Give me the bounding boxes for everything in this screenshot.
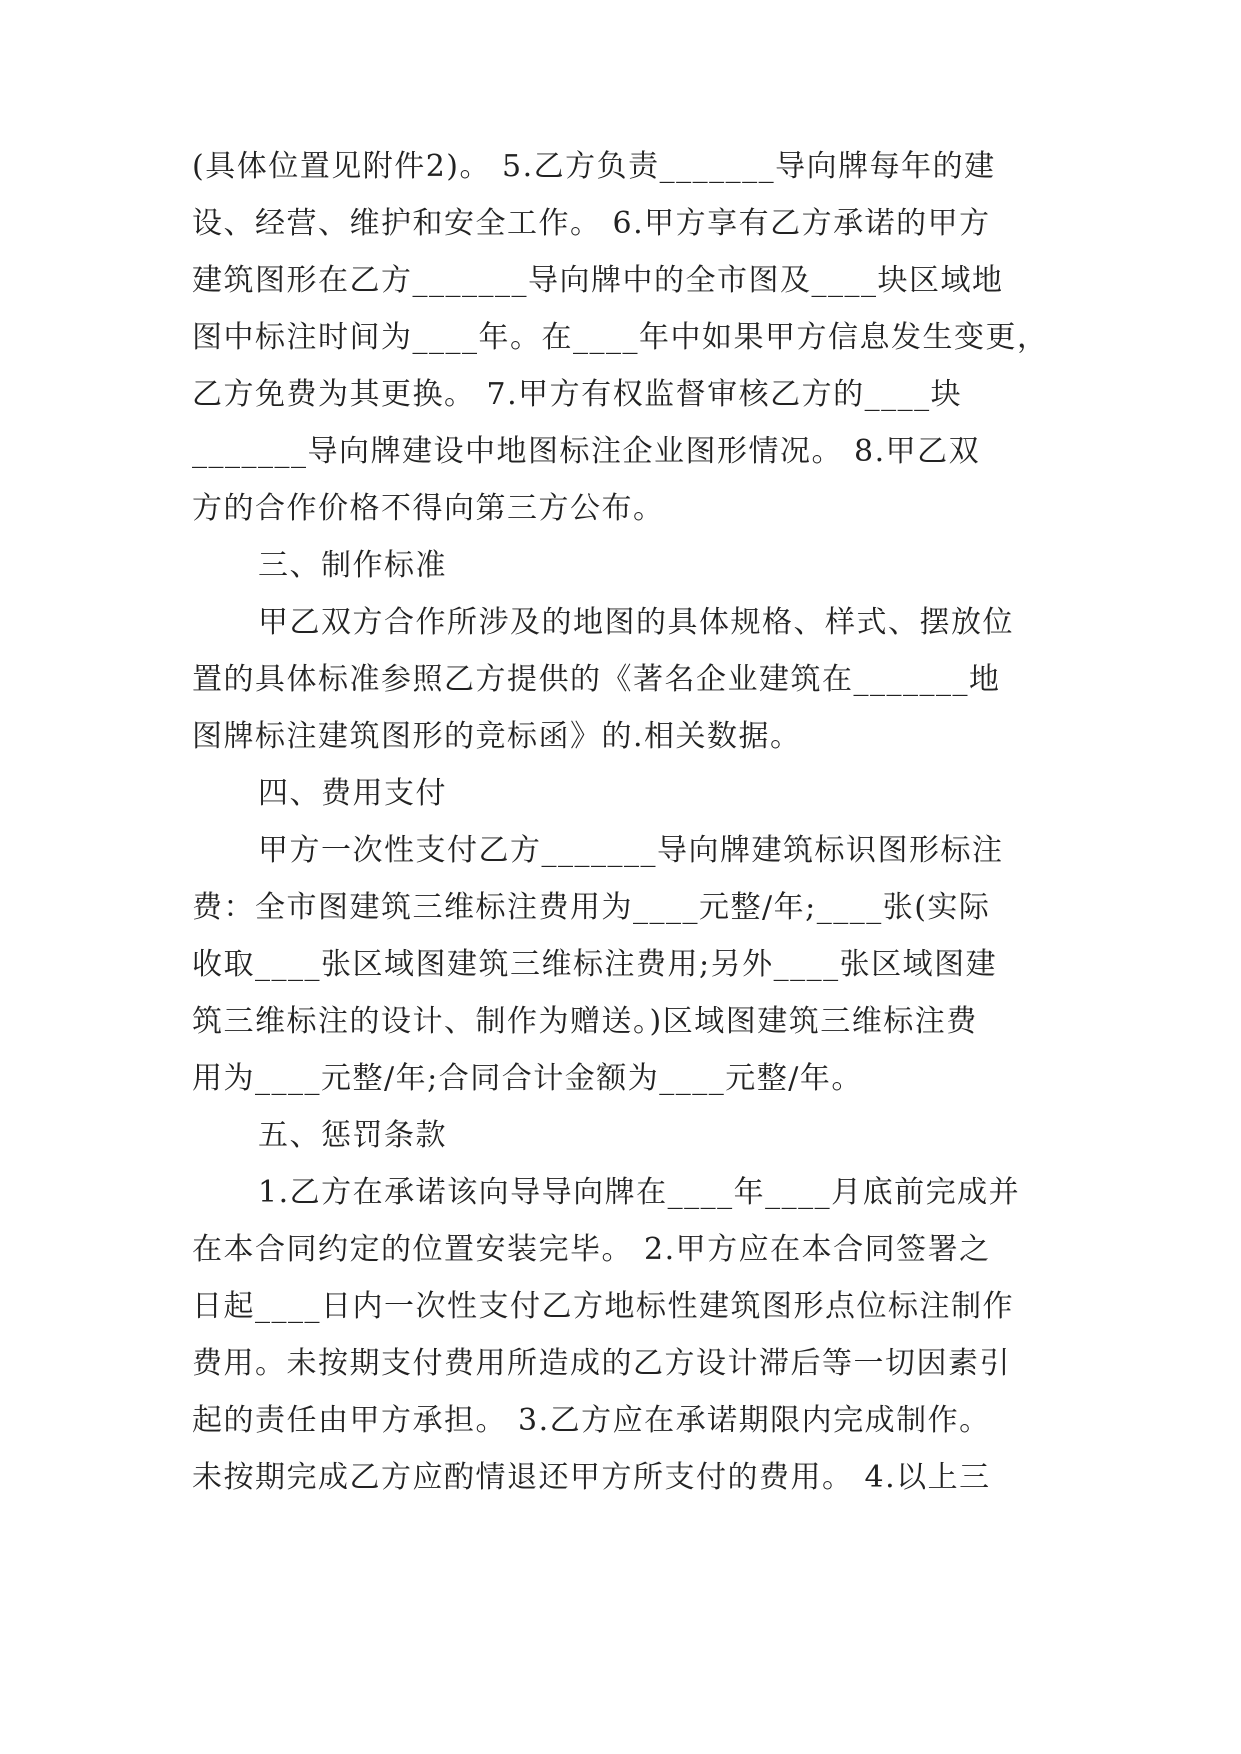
text-line: 费：全市图建筑三维标注费用为____元整/年;____张(实际 (192, 890, 991, 925)
text-line: 收取____张区域图建筑三维标注费用;另外____张区域图建 (192, 947, 998, 982)
text-line: 甲方一次性支付乙方_______导向牌建筑标识图形标注 (258, 833, 1004, 868)
text-line: 未按期完成乙方应酌情退还甲方所支付的费用。 4.以上三 (192, 1460, 991, 1495)
text-line: 建筑图形在乙方_______导向牌中的全市图及____块区域地 (192, 263, 1004, 298)
text-line: 乙方免费为其更换。 7.甲方有权监督审核乙方的____块 (192, 377, 963, 412)
text-line: 置的具体标准参照乙方提供的《著名企业建筑在_______地 (192, 662, 1001, 697)
text-line: 甲乙双方合作所涉及的地图的具体规格、样式、摆放位 (258, 605, 1014, 640)
text-line: 1.乙方在承诺该向导导向牌在____年____月底前完成并 (258, 1175, 1021, 1210)
section-heading: 五、惩罚条款 (258, 1118, 447, 1153)
text-line: (具体位置见附件2)。 5.乙方负责_______导向牌每年的建 (192, 149, 996, 184)
text-line: 起的责任由甲方承担。 3.乙方应在承诺期限内完成制作。 (192, 1403, 991, 1438)
text-line: 日起____日内一次性支付乙方地标性建筑图形点位标注制作 (192, 1289, 1014, 1324)
text-line: 图牌标注建筑图形的竞标函》的.相关数据。 (192, 719, 802, 754)
text-line: 方的合作价格不得向第三方公布。 (192, 491, 665, 526)
section-heading: 三、制作标准 (258, 548, 447, 583)
text-line: 在本合同约定的位置安装完毕。 2.甲方应在本合同签署之 (192, 1232, 991, 1267)
text-line: 设、经营、维护和安全工作。 6.甲方享有乙方承诺的甲方 (192, 206, 991, 241)
text-line: _______导向牌建设中地图标注企业图形情况。 8.甲乙双 (192, 434, 981, 469)
text-line: 费用。未按期支付费用所造成的乙方设计滞后等一切因素引 (192, 1346, 1011, 1381)
text-line: 图中标注时间为____年。在____年中如果甲方信息发生变更， (192, 320, 1049, 355)
text-line: 筑三维标注的设计、制作为赠送。)区域图建筑三维标注费 (192, 1004, 978, 1039)
section-heading: 四、费用支付 (258, 776, 447, 811)
text-line: 用为____元整/年;合同合计金额为____元整/年。 (192, 1061, 863, 1096)
